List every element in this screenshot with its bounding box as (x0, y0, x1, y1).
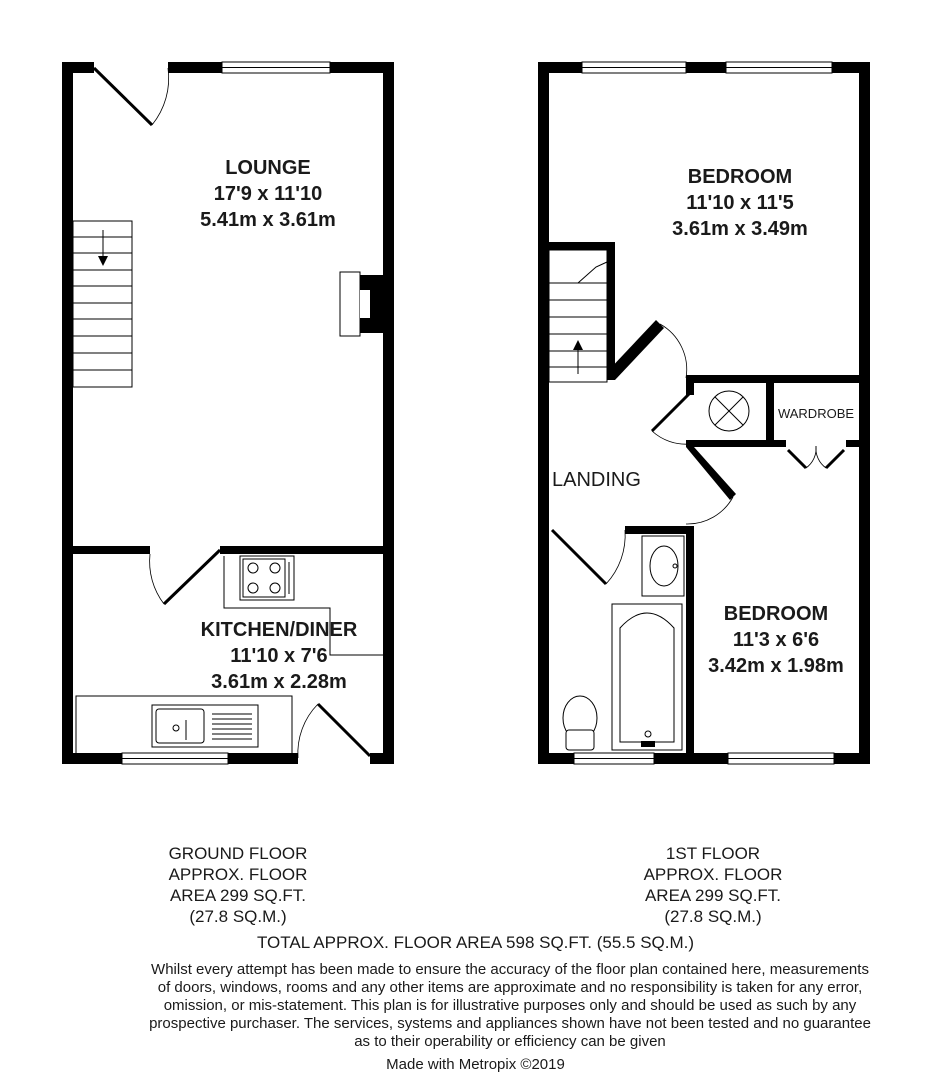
svg-text:WARDROBE: WARDROBE (777, 406, 855, 421)
first-floor-area-metric: (27.8 SQ.M.) (664, 907, 762, 926)
door (298, 704, 370, 758)
svg-text:LANDING: LANDING (552, 469, 641, 491)
door (552, 530, 625, 584)
svg-text:11'3 x 6'6: 11'3 x 6'6 (732, 629, 820, 651)
toilet (563, 696, 597, 750)
svg-text:5.41m x 3.61m: 5.41m x 3.61m (200, 209, 336, 231)
first-floor-area (613, 843, 813, 927)
bedroom-1-label (672, 166, 808, 240)
svg-text:11'10 x 11'5: 11'10 x 11'5 (686, 192, 794, 214)
first-floor-area-value: AREA 299 SQ.FT. (644, 886, 782, 905)
disclaimer (100, 961, 920, 1051)
bedroom-2-label (708, 603, 844, 677)
svg-text:BEDROOM: BEDROOM (687, 166, 793, 188)
window (726, 62, 832, 73)
disclaimer-line: of doors, windows, rooms and any other items are approximate and no responsibility is taken for any error, (157, 979, 863, 996)
door (150, 550, 220, 604)
ground-floor-area-line: APPROX. FLOOR (168, 865, 308, 884)
window (728, 753, 834, 764)
svg-text:11'10 x 7'6: 11'10 x 7'6 (230, 645, 328, 667)
door (94, 68, 169, 125)
disclaimer-line: Whilst every attempt has been made to ensure the accuracy of the floor plan contained here, measurements (151, 961, 869, 978)
svg-text:LOUNGE: LOUNGE (225, 157, 311, 179)
svg-text:3.61m x 2.28m: 3.61m x 2.28m (211, 671, 347, 693)
total-floor-area: TOTAL APPROX. FLOOR AREA 598 SQ.FT. (55.5 SQ.M.) (256, 933, 695, 952)
disclaimer-line: omission, or mis-statement. This plan is for illustrative purposes only and should be used as such by any (163, 997, 857, 1014)
staircase (73, 221, 132, 387)
ground-floor-area (138, 843, 338, 927)
window (222, 62, 330, 73)
first-floor-plan (538, 62, 870, 764)
window (574, 753, 654, 764)
door (652, 393, 690, 444)
staircase (549, 250, 607, 382)
door (686, 497, 733, 524)
landing-label (552, 469, 641, 491)
ground-floor-title: GROUND FLOOR (168, 844, 308, 863)
window (582, 62, 686, 73)
first-floor-title: 1ST FLOOR (665, 844, 761, 863)
disclaimer-line: as to their operability or efficiency can be given (354, 1033, 666, 1050)
ground-floor-area-metric: (27.8 SQ.M.) (189, 907, 287, 926)
svg-text:3.61m x 3.49m: 3.61m x 3.49m (672, 218, 808, 240)
kitchen-sink (152, 705, 258, 747)
lounge-label (200, 157, 336, 231)
metropix-credit: Made with Metropix ©2019 (386, 1056, 565, 1073)
svg-text:3.42m x 1.98m: 3.42m x 1.98m (708, 655, 844, 677)
window (122, 753, 228, 764)
door (660, 324, 687, 378)
disclaimer-line: prospective purchaser. The services, systems and appliances shown have not been tested and no guarantee (149, 1015, 871, 1032)
svg-text:BEDROOM: BEDROOM (723, 603, 829, 625)
ground-floor-area-value: AREA 299 SQ.FT. (169, 886, 307, 905)
ground-floor-plan (62, 62, 394, 764)
wardrobe (774, 406, 870, 468)
first-floor-area-line: APPROX. FLOOR (643, 865, 783, 884)
bath (612, 604, 682, 750)
svg-text:KITCHEN/DINER: KITCHEN/DINER (200, 619, 358, 641)
fireplace (340, 272, 384, 336)
svg-text:17'9 x 11'10: 17'9 x 11'10 (213, 183, 323, 205)
cooker (240, 556, 294, 600)
water-cylinder (709, 391, 749, 431)
wash-basin (642, 536, 684, 596)
kitchen-diner-label (201, 619, 358, 693)
